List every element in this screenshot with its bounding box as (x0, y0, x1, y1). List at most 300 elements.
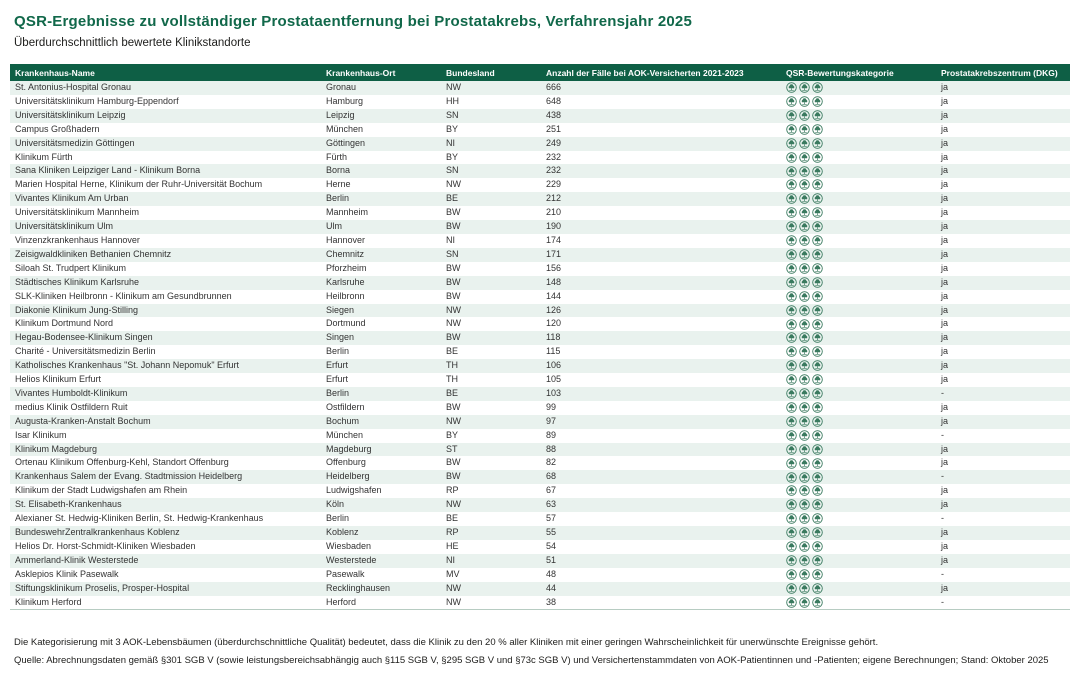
aok-tree-icon (799, 82, 810, 93)
state-cell: NW (446, 499, 461, 510)
hospital-city-cell: Offenburg (326, 457, 366, 468)
qsr-rating-cell (781, 568, 936, 582)
hospital-city-cell: Pasewalk (326, 568, 365, 579)
aok-tree-icon (786, 263, 797, 274)
aok-tree-icon (812, 319, 823, 330)
state-cell: SN (446, 165, 459, 176)
qsr-rating-cell (781, 526, 936, 540)
table-row (10, 178, 1070, 192)
hospital-city-cell: Pforzheim (326, 262, 367, 273)
aok-tree-icon (812, 472, 823, 483)
qsr-rating-cell (781, 582, 936, 596)
cancer-center-cell: - (941, 471, 944, 482)
table-row (10, 95, 1070, 109)
qsr-rating-cell (781, 415, 936, 429)
aok-tree-icon (812, 152, 823, 163)
aok-tree-icon (799, 110, 810, 121)
state-cell: HE (446, 540, 459, 551)
cancer-center-cell: ja (941, 318, 949, 329)
column-header-cancer-center: Prostatakrebszentrum (DKG) (936, 64, 1070, 81)
column-header-qsr-rating: QSR-Bewertungskategorie (781, 64, 936, 81)
table-row (10, 359, 1070, 373)
case-count-cell: 148 (546, 276, 562, 287)
aok-tree-icon (799, 402, 810, 413)
aok-tree-icon (799, 430, 810, 441)
aok-tree-icon (786, 221, 797, 232)
hospital-city-cell: Göttingen (326, 137, 366, 148)
cancer-center-cell: ja (941, 234, 949, 245)
aok-tree-icon (799, 305, 810, 316)
qsr-rating-cell (781, 596, 936, 610)
hospital-name-cell: Diakonie Klinikum Jung-Stilling (15, 304, 139, 315)
table-row (10, 540, 1070, 554)
hospital-city-cell: Erfurt (326, 360, 349, 371)
hospital-city-cell: Berlin (326, 346, 350, 357)
aok-tree-icon (812, 346, 823, 357)
hospital-city-cell: Wiesbaden (326, 540, 372, 551)
aok-tree-icon (786, 207, 797, 218)
qsr-rating-cell (781, 164, 936, 178)
case-count-cell: 174 (546, 234, 562, 245)
hospital-name-cell: Siloah St. Trudpert Klinikum (15, 262, 127, 273)
qsr-rating-cell (781, 429, 936, 443)
qsr-rating-cell (781, 345, 936, 359)
table-row (10, 331, 1070, 345)
aok-tree-icon (786, 485, 797, 496)
state-cell: BW (446, 471, 461, 482)
state-cell: BE (446, 193, 459, 204)
footnote-source: Quelle: Abrechnungsdaten gemäß §301 SGB V (sowie leistungsbereichsabhängig auch §115 SGB V, §295 SGB V und §73c SGB V) und Versichertenstammdaten von AOK-Patientinnen und -Patienten; eigene Berechnungen; Stand: Oktober 2025 (14, 655, 1049, 667)
hospital-city-cell: Siegen (326, 304, 355, 315)
qsr-rating-cell (781, 401, 936, 415)
table-row (10, 373, 1070, 387)
aok-tree-icon (799, 152, 810, 163)
state-cell: BE (446, 513, 459, 524)
hospital-city-cell: Mannheim (326, 207, 369, 218)
table-row (10, 596, 1070, 610)
aok-tree-icon (799, 485, 810, 496)
hospital-name-cell: Zeisigwaldkliniken Bethanien Chemnitz (15, 248, 172, 259)
aok-tree-icon (799, 166, 810, 177)
state-cell: NI (446, 234, 455, 245)
case-count-cell: 44 (546, 582, 557, 593)
case-count-cell: 55 (546, 527, 557, 537)
aok-tree-icon (812, 513, 823, 524)
qsr-rating-cell (781, 206, 936, 220)
aok-tree-icon (786, 166, 797, 177)
hospital-city-cell: Gronau (326, 82, 357, 92)
aok-tree-icon (812, 221, 823, 232)
case-count-cell: 666 (546, 82, 562, 92)
case-count-cell: 67 (546, 485, 557, 496)
aok-tree-icon (812, 193, 823, 204)
table-row (10, 317, 1070, 331)
aok-tree-icon (799, 458, 810, 469)
hospital-city-cell: Berlin (326, 193, 350, 204)
case-count-cell: 63 (546, 499, 557, 510)
aok-tree-icon (786, 555, 797, 566)
aok-tree-icon (799, 207, 810, 218)
table-row (10, 345, 1070, 359)
table-row (10, 415, 1070, 429)
case-count-cell: 106 (546, 360, 562, 371)
footnote-categorization: Die Kategorisierung mit 3 AOK-Lebensbäumen (überdurchschnittliche Qualität) bedeutet, dass die Klinik zu den 20 % aller Kliniken mit einer geringen Wahrscheinlichkeit für unerwünschte Ereignisse gehört. (14, 637, 879, 649)
hospital-city-cell: Ostfildern (326, 401, 365, 412)
hospital-name-cell: Helios Dr. Horst-Schmidt-Kliniken Wiesbaden (15, 540, 196, 551)
case-count-cell: 144 (546, 290, 562, 301)
table-row (10, 192, 1070, 206)
hospital-city-cell: Borna (326, 165, 351, 176)
table-row (10, 387, 1070, 401)
cancer-center-cell: ja (941, 401, 949, 412)
aok-tree-icon (812, 138, 823, 149)
cancer-center-cell: ja (941, 485, 949, 496)
page-title: QSR-Ergebnisse zu vollständiger Prostataentfernung bei Prostatakrebs, Verfahrensjahr 2025 (14, 13, 693, 30)
cancer-center-cell: ja (941, 540, 949, 551)
state-cell: NW (446, 179, 461, 190)
table-row (10, 456, 1070, 470)
aok-tree-icon (799, 124, 810, 135)
case-count-cell: 115 (546, 346, 561, 357)
table-row (10, 484, 1070, 498)
hospital-name-cell: Klinikum Magdeburg (15, 443, 98, 454)
state-cell: BY (446, 151, 459, 162)
hospital-name-cell: Vivantes Humboldt-Klinikum (15, 387, 128, 398)
qsr-rating-cell (781, 512, 936, 526)
aok-tree-icon (786, 332, 797, 343)
hospital-name-cell: Hegau-Bodensee-Klinikum Singen (15, 332, 153, 343)
aok-tree-icon (799, 360, 810, 371)
hospital-city-cell: Karlsruhe (326, 276, 365, 287)
hospital-name-cell: medius Klinik Ostfildern Ruit (15, 401, 128, 412)
cancer-center-cell: ja (941, 123, 949, 134)
cancer-center-cell: - (941, 387, 944, 398)
table-header-row (10, 64, 1070, 81)
cancer-center-cell: ja (941, 165, 949, 176)
hospital-city-cell: Ludwigshafen (326, 485, 382, 496)
state-cell: SN (446, 109, 459, 120)
aok-tree-icon (812, 597, 823, 608)
case-count-cell: 51 (546, 554, 557, 565)
cancer-center-cell: ja (941, 95, 949, 106)
aok-tree-icon (786, 277, 797, 288)
qsr-rating-cell (781, 248, 936, 262)
table-row (10, 206, 1070, 220)
aok-tree-icon (812, 583, 823, 594)
table-row (10, 109, 1070, 123)
case-count-cell: 156 (546, 262, 562, 273)
hospital-name-cell: Klinikum der Stadt Ludwigshafen am Rhein (15, 485, 188, 496)
cancer-center-cell: - (941, 513, 944, 524)
case-count-cell: 97 (546, 415, 557, 426)
hospital-name-cell: BundeswehrZentralkrankenhaus Koblenz (15, 527, 180, 537)
qsr-rating-cell (781, 373, 936, 387)
table-row (10, 304, 1070, 318)
state-cell: HH (446, 95, 459, 106)
state-cell: RP (446, 485, 459, 496)
aok-tree-icon (799, 249, 810, 260)
cancer-center-cell: ja (941, 207, 949, 218)
hospital-city-cell: Dortmund (326, 318, 366, 329)
hospital-city-cell: Herne (326, 179, 351, 190)
qsr-rating-cell (781, 290, 936, 304)
hospital-city-cell: Hamburg (326, 95, 364, 106)
qsr-rating-cell (781, 220, 936, 234)
aok-tree-icon (786, 416, 797, 427)
cancer-center-cell: ja (941, 499, 949, 510)
qsr-rating-cell (781, 109, 936, 123)
aok-tree-icon (812, 124, 823, 135)
aok-tree-icon (786, 472, 797, 483)
hospital-name-cell: Universitätsklinikum Leipzig (15, 109, 126, 120)
aok-tree-icon (786, 430, 797, 441)
hospital-city-cell: Heidelberg (326, 471, 370, 482)
state-cell: BY (446, 123, 459, 134)
aok-tree-icon (812, 277, 823, 288)
aok-tree-icon (812, 527, 823, 538)
aok-tree-icon (786, 138, 797, 149)
state-cell: BW (446, 401, 461, 412)
case-count-cell: 232 (546, 151, 562, 162)
cancer-center-cell: ja (941, 276, 949, 287)
table-row (10, 582, 1070, 596)
aok-tree-icon (799, 569, 810, 580)
hospital-city-cell: Heilbronn (326, 290, 365, 301)
aok-tree-icon (799, 541, 810, 552)
table-row (10, 137, 1070, 151)
results-table (10, 64, 1070, 610)
aok-tree-icon (786, 249, 797, 260)
aok-tree-icon (786, 360, 797, 371)
aok-tree-icon (786, 513, 797, 524)
hospital-name-cell: Charité - Universitätsmedizin Berlin (15, 346, 156, 357)
aok-tree-icon (786, 110, 797, 121)
hospital-city-cell: Singen (326, 332, 355, 343)
aok-tree-icon (799, 583, 810, 594)
hospital-name-cell: Campus Großhadern (15, 123, 100, 134)
hospital-name-cell: Klinikum Herford (15, 596, 82, 607)
aok-tree-icon (812, 305, 823, 316)
aok-tree-icon (799, 555, 810, 566)
hospital-city-cell: Westerstede (326, 554, 377, 565)
hospital-name-cell: Städtisches Klinikum Karlsruhe (15, 276, 140, 287)
qsr-rating-cell (781, 331, 936, 345)
hospital-city-cell: München (326, 429, 364, 440)
case-count-cell: 232 (546, 165, 562, 176)
state-cell: TH (446, 360, 458, 371)
case-count-cell: 438 (546, 109, 562, 120)
table-row (10, 151, 1070, 165)
aok-tree-icon (786, 458, 797, 469)
aok-tree-icon (812, 541, 823, 552)
aok-tree-icon (799, 499, 810, 510)
case-count-cell: 89 (546, 429, 557, 440)
cancer-center-cell: ja (941, 374, 949, 385)
aok-tree-icon (812, 360, 823, 371)
case-count-cell: 251 (546, 123, 562, 134)
qsr-rating-cell (781, 456, 936, 470)
state-cell: NW (446, 318, 461, 329)
aok-tree-icon (799, 597, 810, 608)
case-count-cell: 99 (546, 401, 557, 412)
cancer-center-cell: ja (941, 415, 949, 426)
aok-tree-icon (812, 374, 823, 385)
cancer-center-cell: ja (941, 290, 949, 301)
hospital-name-cell: Vinzenzkrankenhaus Hannover (15, 234, 140, 245)
table-row (10, 123, 1070, 137)
aok-tree-icon (786, 374, 797, 385)
state-cell: BE (446, 387, 459, 398)
table-row (10, 276, 1070, 290)
cancer-center-cell: ja (941, 304, 949, 315)
hospital-name-cell: Marien Hospital Herne, Klinikum der Ruhr-Universität Bochum (15, 179, 263, 190)
hospital-city-cell: Herford (326, 596, 357, 607)
aok-tree-icon (786, 499, 797, 510)
state-cell: BE (446, 346, 459, 357)
aok-tree-icon (799, 193, 810, 204)
state-cell: ST (446, 443, 458, 454)
case-count-cell: 118 (546, 332, 561, 343)
table-row (10, 234, 1070, 248)
aok-tree-icon (786, 291, 797, 302)
table-row (10, 443, 1070, 457)
qsr-rating-cell (781, 234, 936, 248)
hospital-name-cell: St. Antonius-Hospital Gronau (15, 82, 132, 92)
hospital-name-cell: Helios Klinikum Erfurt (15, 374, 102, 385)
qsr-rating-cell (781, 540, 936, 554)
aok-tree-icon (799, 444, 810, 455)
qsr-rating-cell (781, 123, 936, 137)
hospital-name-cell: Universitätsmedizin Göttingen (15, 137, 135, 148)
state-cell: NW (446, 582, 461, 593)
hospital-city-cell: München (326, 123, 364, 134)
hospital-name-cell: Asklepios Klinik Pasewalk (15, 568, 119, 579)
qsr-rating-cell (781, 554, 936, 568)
aok-tree-icon (786, 346, 797, 357)
qsr-rating-cell (781, 276, 936, 290)
aok-tree-icon (799, 96, 810, 107)
case-count-cell: 105 (546, 374, 562, 385)
case-count-cell: 88 (546, 443, 557, 454)
case-count-cell: 171 (546, 248, 562, 259)
cancer-center-cell: ja (941, 332, 949, 343)
state-cell: BW (446, 221, 461, 232)
hospital-city-cell: Recklinghausen (326, 582, 391, 593)
footnotes (14, 637, 1070, 666)
hospital-name-cell: Krankenhaus Salem der Evang. Stadtmission Heidelberg (15, 471, 243, 482)
case-count-cell: 48 (546, 568, 557, 579)
cancer-center-cell: ja (941, 262, 949, 273)
table-row (10, 429, 1070, 443)
state-cell: BW (446, 290, 461, 301)
aok-tree-icon (799, 513, 810, 524)
state-cell: NW (446, 304, 461, 315)
aok-tree-icon (786, 193, 797, 204)
aok-tree-icon (786, 388, 797, 399)
state-cell: NI (446, 554, 455, 565)
table-row (10, 554, 1070, 568)
hospital-name-cell: Klinikum Fürth (15, 151, 73, 162)
cancer-center-cell: ja (941, 193, 949, 204)
aok-tree-icon (786, 541, 797, 552)
case-count-cell: 249 (546, 137, 562, 148)
table-row (10, 512, 1070, 526)
aok-tree-icon (799, 472, 810, 483)
hospital-name-cell: Katholisches Krankenhaus "St. Johann Nepomuk" Erfurt (15, 360, 240, 371)
qsr-rating-cell (781, 151, 936, 165)
aok-tree-icon (786, 444, 797, 455)
table-row (10, 470, 1070, 484)
hospital-city-cell: Bochum (326, 415, 360, 426)
aok-tree-icon (786, 305, 797, 316)
hospital-name-cell: Universitätsklinikum Hamburg-Eppendorf (15, 95, 179, 106)
aok-tree-icon (812, 402, 823, 413)
qsr-rating-cell (781, 81, 936, 95)
state-cell: NW (446, 596, 461, 607)
state-cell: TH (446, 374, 458, 385)
aok-tree-icon (812, 416, 823, 427)
aok-tree-icon (812, 110, 823, 121)
aok-tree-icon (812, 249, 823, 260)
qsr-rating-cell (781, 95, 936, 109)
qsr-rating-cell (781, 470, 936, 484)
cancer-center-cell: ja (941, 248, 949, 259)
aok-tree-icon (799, 527, 810, 538)
aok-tree-icon (786, 597, 797, 608)
hospital-name-cell: Ortenau Klinikum Offenburg-Kehl, Standort Offenburg (15, 457, 229, 468)
case-count-cell: 54 (546, 540, 557, 551)
aok-tree-icon (812, 569, 823, 580)
aok-tree-icon (799, 277, 810, 288)
hospital-name-cell: Sana Kliniken Leipziger Land - Klinikum Borna (15, 165, 201, 176)
aok-tree-icon (812, 430, 823, 441)
cancer-center-cell: ja (941, 82, 949, 92)
column-header-hospital-city: Krankenhaus-Ort (321, 64, 441, 81)
aok-tree-icon (799, 319, 810, 330)
cancer-center-cell: ja (941, 527, 949, 537)
aok-tree-icon (799, 416, 810, 427)
qsr-rating-cell (781, 262, 936, 276)
table-row (10, 568, 1070, 582)
state-cell: RP (446, 527, 459, 537)
table-row (10, 262, 1070, 276)
aok-tree-icon (786, 235, 797, 246)
column-header-hospital-name: Krankenhaus-Name (10, 64, 321, 81)
state-cell: BW (446, 262, 461, 273)
aok-tree-icon (799, 179, 810, 190)
cancer-center-cell: - (941, 596, 944, 607)
table-row (10, 164, 1070, 178)
aok-tree-icon (812, 96, 823, 107)
case-count-cell: 57 (546, 513, 557, 524)
table-row (10, 248, 1070, 262)
aok-tree-icon (812, 499, 823, 510)
hospital-name-cell: SLK-Kliniken Heilbronn - Klinikum am Gesundbrunnen (15, 290, 232, 301)
aok-tree-icon (799, 291, 810, 302)
hospital-city-cell: Chemnitz (326, 248, 365, 259)
aok-tree-icon (799, 263, 810, 274)
table-row (10, 401, 1070, 415)
state-cell: MV (446, 568, 460, 579)
cancer-center-cell: ja (941, 346, 949, 357)
table-row (10, 220, 1070, 234)
aok-tree-icon (812, 179, 823, 190)
qsr-rating-cell (781, 387, 936, 401)
qsr-rating-cell (781, 304, 936, 318)
page-subtitle: Überdurchschnittlich bewertete Klinikstandorte (14, 37, 251, 49)
column-header-state: Bundesland (441, 64, 541, 81)
aok-tree-icon (786, 179, 797, 190)
